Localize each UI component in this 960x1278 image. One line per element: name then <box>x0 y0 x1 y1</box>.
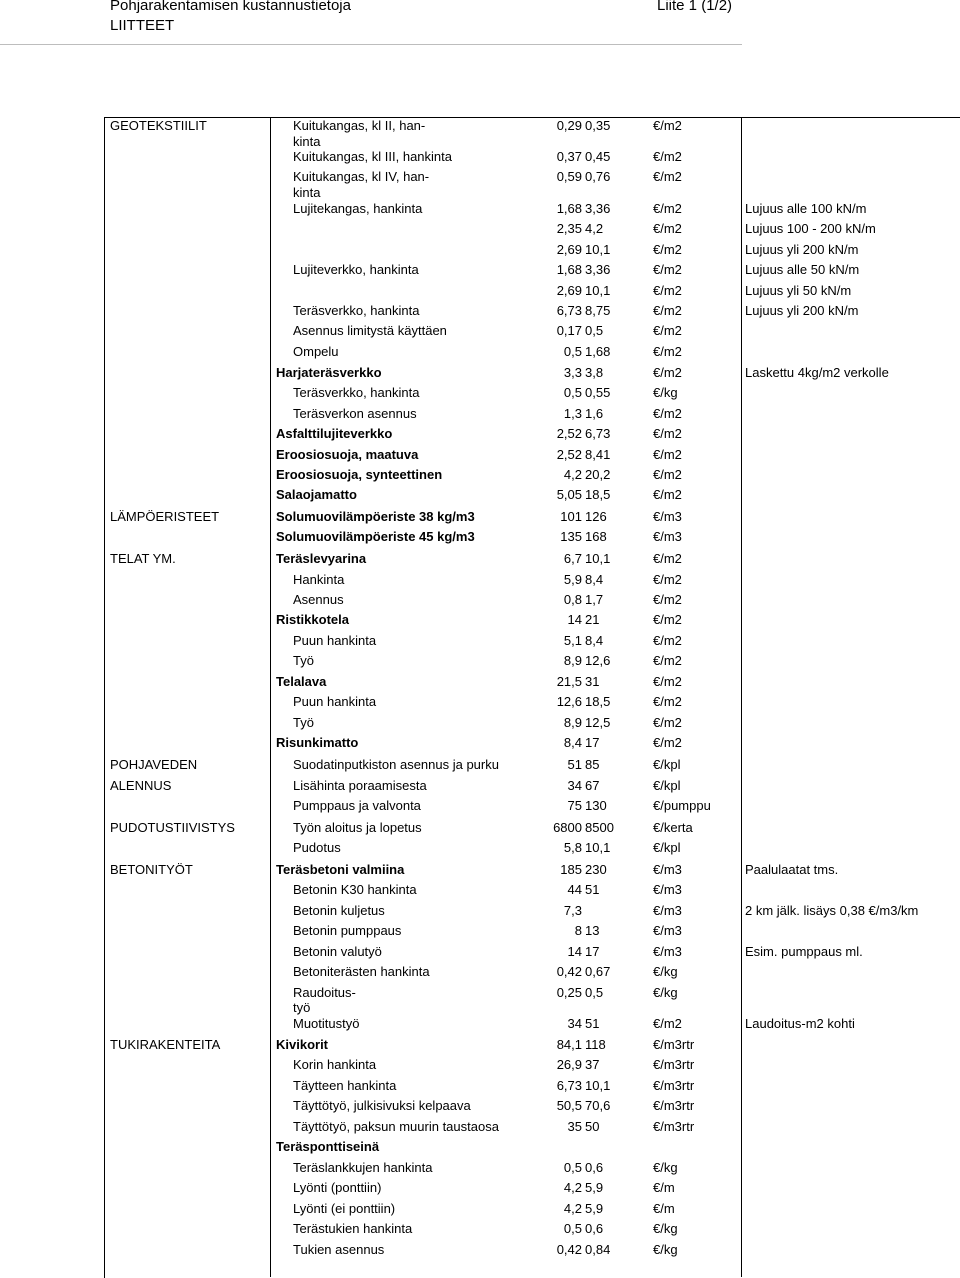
item-label: Teräsverkon asennus <box>293 406 417 421</box>
price-min: 135 <box>560 529 582 544</box>
price-max: 10,1 <box>585 551 611 566</box>
item-label: Täyttötyö, julkisivuksi kelpaava <box>293 1098 471 1113</box>
price-unit: €/kg <box>653 985 678 1000</box>
price-min: 0,8 <box>563 592 582 607</box>
price-unit: €/m2 <box>653 169 682 184</box>
price-min: 34 <box>567 1016 582 1031</box>
price-unit: €/m2 <box>653 118 682 133</box>
item-label: Harjateräsverkko <box>276 365 382 380</box>
price-max: 3,36 <box>585 201 611 216</box>
price-unit: €/m2 <box>653 201 682 216</box>
price-max: 8,4 <box>585 572 604 587</box>
price-max: 17 <box>585 735 600 750</box>
price-max: 10,1 <box>585 840 611 855</box>
document-title: Pohjarakentamisen kustannustietoja <box>110 0 351 14</box>
item-label: Asfalttilujiteverkko <box>276 426 393 441</box>
price-unit: €/m <box>653 1201 675 1216</box>
price-min: 26,9 <box>556 1057 582 1072</box>
price-min: 0,42 <box>556 1242 582 1257</box>
price-min: 4,2 <box>563 1180 582 1195</box>
price-min: 6,7 <box>563 551 582 566</box>
item-label: Solumuovilämpöeriste 45 kg/m3 <box>276 529 475 544</box>
price-min: 34 <box>567 778 582 793</box>
table-row <box>0 262 960 282</box>
table-row <box>0 798 960 818</box>
price-min: 6,73 <box>556 303 582 318</box>
price-min: 14 <box>567 944 582 959</box>
price-unit: €/m2 <box>653 323 682 338</box>
price-min: 44 <box>567 882 582 897</box>
table-row <box>0 1201 960 1221</box>
price-unit: €/m2 <box>653 715 682 730</box>
item-label: työ <box>293 1000 311 1015</box>
price-max: 3,8 <box>585 365 604 380</box>
price-max: 0,84 <box>585 1242 611 1257</box>
item-label: Muotitustyö <box>293 1016 360 1031</box>
table-row <box>0 1180 960 1200</box>
item-label: Tukien asennus <box>293 1242 385 1257</box>
item-label: Kuitukangas, kl IV, han- <box>293 169 430 184</box>
category-label: ALENNUS <box>110 778 172 793</box>
price-unit: €/kpl <box>653 778 681 793</box>
price-max: 10,1 <box>585 242 611 257</box>
price-unit: €/m3 <box>653 862 682 877</box>
item-label: Kuitukangas, kl II, han- <box>293 118 426 133</box>
price-min: 3,3 <box>563 365 582 380</box>
table-row <box>0 735 960 755</box>
price-max: 6,73 <box>585 426 611 441</box>
price-max: 50 <box>585 1119 600 1134</box>
item-label: Ristikkotela <box>276 612 349 627</box>
price-unit: €/m2 <box>653 551 682 566</box>
price-unit: €/m2 <box>653 735 682 750</box>
item-label: Teräslevyarina <box>276 551 367 566</box>
item-label: Betonin K30 hankinta <box>293 882 417 897</box>
price-min: 51 <box>567 757 582 772</box>
price-max: 18,5 <box>585 487 611 502</box>
item-label: Lyönti (ei ponttiin) <box>293 1201 396 1216</box>
item-label: Suodatinputkiston asennus ja purku <box>293 757 499 772</box>
item-note: Lujuus 100 - 200 kN/m <box>745 221 876 236</box>
price-max: 0,45 <box>585 149 611 164</box>
item-label: Betonin valutyö <box>293 944 382 959</box>
table-row <box>0 820 960 840</box>
table-row <box>0 923 960 943</box>
price-max: 37 <box>585 1057 600 1072</box>
table-row <box>0 674 960 694</box>
item-label: Teräsverkko, hankinta <box>293 385 420 400</box>
table-row <box>0 778 960 798</box>
item-label: kinta <box>293 185 321 200</box>
price-max: 0,6 <box>585 1221 604 1236</box>
price-unit: €/m2 <box>653 221 682 236</box>
price-max: 51 <box>585 1016 600 1031</box>
price-max: 12,6 <box>585 653 611 668</box>
price-max: 1,6 <box>585 406 604 421</box>
price-max: 51 <box>585 882 600 897</box>
price-unit: €/m2 <box>653 674 682 689</box>
price-max: 4,2 <box>585 221 604 236</box>
price-max: 0,67 <box>585 964 611 979</box>
category-label: GEOTEKSTIILIT <box>110 118 207 133</box>
category-label: LÄMPÖERISTEET <box>110 509 220 524</box>
price-max: 1,68 <box>585 344 611 359</box>
item-label: Telalava <box>276 674 327 689</box>
price-max: 21 <box>585 612 600 627</box>
table-row <box>0 1016 960 1036</box>
item-label: Pudotus <box>293 840 341 855</box>
table-row <box>0 323 960 343</box>
price-unit: €/m3 <box>653 882 682 897</box>
price-unit: €/kg <box>653 1242 678 1257</box>
table-row <box>0 964 960 984</box>
item-label: Lisähinta poraamisesta <box>293 778 427 793</box>
item-note: Lujuus alle 100 kN/m <box>745 201 867 216</box>
price-min: 84,1 <box>556 1037 582 1052</box>
item-note: Lujuus yli 200 kN/m <box>745 303 859 318</box>
table-row <box>0 592 960 612</box>
item-label: Puun hankinta <box>293 694 377 709</box>
price-unit: €/m2 <box>653 487 682 502</box>
price-min: 2,69 <box>556 283 582 298</box>
price-unit: €/m2 <box>653 447 682 462</box>
item-note: 2 km jälk. lisäys 0,38 €/m3/km <box>745 903 919 918</box>
price-unit: €/kpl <box>653 840 681 855</box>
table-row <box>0 944 960 964</box>
price-unit: €/kg <box>653 1221 678 1236</box>
price-unit: €/m3rtr <box>653 1078 695 1093</box>
item-label: Betonin pumppaus <box>293 923 402 938</box>
item-label: Asennus <box>293 592 344 607</box>
table-row <box>0 406 960 426</box>
price-min: 1,68 <box>556 201 582 216</box>
item-label: Kivikorit <box>276 1037 329 1052</box>
table-row <box>0 1037 960 1057</box>
item-label: Terästukien hankinta <box>293 1221 413 1236</box>
item-label: Betoniterästen hankinta <box>293 964 430 979</box>
price-min: 5,8 <box>563 840 582 855</box>
price-unit: €/m3 <box>653 923 682 938</box>
item-note: Paalulaatat tms. <box>745 862 839 877</box>
price-max: 17 <box>585 944 600 959</box>
price-min: 1,68 <box>556 262 582 277</box>
price-max: 8,4 <box>585 633 604 648</box>
table-row <box>0 529 960 549</box>
item-note: Laudoitus-m2 kohti <box>745 1016 855 1031</box>
price-max: 3,36 <box>585 262 611 277</box>
price-unit: €/m2 <box>653 572 682 587</box>
item-label: Eroosiosuoja, maatuva <box>276 447 419 462</box>
price-min: 4,2 <box>563 1201 582 1216</box>
table-row <box>0 1098 960 1118</box>
price-max: 5,9 <box>585 1180 604 1195</box>
table-row <box>0 757 960 777</box>
price-max: 8,75 <box>585 303 611 318</box>
item-label: Teräsponttiseinä <box>276 1139 380 1154</box>
price-unit: €/m3rtr <box>653 1119 695 1134</box>
price-unit: €/m2 <box>653 365 682 380</box>
price-min: 2,52 <box>556 426 582 441</box>
price-unit: €/kg <box>653 964 678 979</box>
price-max: 5,9 <box>585 1201 604 1216</box>
price-min: 2,52 <box>556 447 582 462</box>
price-max: 0,5 <box>585 323 604 338</box>
price-unit: €/m <box>653 1180 675 1195</box>
item-note: Lujuus yli 200 kN/m <box>745 242 859 257</box>
item-label: Lujiteverkko, hankinta <box>293 262 419 277</box>
price-unit: €/kpl <box>653 757 681 772</box>
price-max: 0,35 <box>585 118 611 133</box>
item-label: Pumppaus ja valvonta <box>293 798 421 813</box>
price-unit: €/m2 <box>653 426 682 441</box>
price-min: 0,5 <box>563 385 582 400</box>
price-min: 0,5 <box>563 1221 582 1236</box>
price-min: 1,3 <box>563 406 582 421</box>
price-max: 18,5 <box>585 694 611 709</box>
item-label: Työ <box>293 715 314 730</box>
price-unit: €/m2 <box>653 467 682 482</box>
price-unit: €/m2 <box>653 283 682 298</box>
price-max: 0,6 <box>585 1160 604 1175</box>
price-max: 8500 <box>585 820 614 835</box>
category-label: TELAT YM. <box>110 551 176 566</box>
table-row <box>0 633 960 653</box>
table-row <box>0 1057 960 1077</box>
price-min: 0,37 <box>556 149 582 164</box>
price-min: 185 <box>560 862 582 877</box>
price-min: 0,17 <box>556 323 582 338</box>
table-row <box>0 694 960 714</box>
item-label: Täytteen hankinta <box>293 1078 397 1093</box>
price-unit: €/m3rtr <box>653 1057 695 1072</box>
table-row <box>0 903 960 923</box>
table-row <box>0 365 960 385</box>
table-row <box>0 447 960 467</box>
item-label: Asennus limitystä käyttäen <box>293 323 447 338</box>
item-label: Teräsbetoni valmiina <box>276 862 405 877</box>
price-max: 1,7 <box>585 592 604 607</box>
item-note: Lujuus yli 50 kN/m <box>745 283 852 298</box>
price-min: 5,9 <box>563 572 582 587</box>
price-min: 14 <box>567 612 582 627</box>
table-row <box>0 201 960 221</box>
price-min: 8,9 <box>563 653 582 668</box>
price-min: 7,3 <box>563 903 582 918</box>
price-min: 75 <box>567 798 582 813</box>
price-max: 12,5 <box>585 715 611 730</box>
price-unit: €/m3rtr <box>653 1037 695 1052</box>
price-unit: €/kerta <box>653 820 693 835</box>
price-min: 5,1 <box>563 633 582 648</box>
item-label: kinta <box>293 134 321 149</box>
document-subtitle: LIITTEET <box>110 17 175 34</box>
price-min: 35 <box>567 1119 582 1134</box>
price-max: 10,1 <box>585 1078 611 1093</box>
price-unit: €/m2 <box>653 303 682 318</box>
item-label: Työ <box>293 653 314 668</box>
price-unit: €/m3 <box>653 903 682 918</box>
item-label: Teräslankkujen hankinta <box>293 1160 433 1175</box>
item-label: Hankinta <box>293 572 345 587</box>
price-min: 2,35 <box>556 221 582 236</box>
price-max: 118 <box>585 1037 606 1052</box>
price-min: 5,05 <box>556 487 582 502</box>
item-label: Puun hankinta <box>293 633 377 648</box>
table-row <box>0 303 960 323</box>
price-max: 10,1 <box>585 283 611 298</box>
price-min: 2,69 <box>556 242 582 257</box>
price-unit: €/m2 <box>653 612 682 627</box>
category-label: POHJAVEDEN <box>110 757 198 772</box>
item-label: Työn aloitus ja lopetus <box>293 820 422 835</box>
table-row <box>0 1160 960 1180</box>
price-min: 8,4 <box>563 735 582 750</box>
table-row <box>0 1139 960 1159</box>
table-row <box>0 840 960 860</box>
price-unit: €/m2 <box>653 149 682 164</box>
price-unit: €/m2 <box>653 633 682 648</box>
table-row <box>0 509 960 529</box>
price-unit: €/m2 <box>653 592 682 607</box>
table-row <box>0 149 960 169</box>
price-min: 0,5 <box>563 1160 582 1175</box>
item-label: Ompelu <box>293 344 339 359</box>
price-min: 50,5 <box>556 1098 582 1113</box>
table-row <box>0 283 960 303</box>
item-label: Risunkimatto <box>276 735 359 750</box>
table-row <box>0 426 960 446</box>
item-note: Esim. pumppaus ml. <box>745 944 863 959</box>
table-row <box>0 221 960 241</box>
item-note: Laskettu 4kg/m2 verkolle <box>745 365 889 380</box>
price-unit: €/m2 <box>653 406 682 421</box>
price-max: 20,2 <box>585 467 611 482</box>
item-label: Korin hankinta <box>293 1057 377 1072</box>
table-row <box>0 1221 960 1241</box>
price-unit: €/pumppu <box>653 798 711 813</box>
table-row <box>0 242 960 262</box>
price-min: 101 <box>560 509 582 524</box>
price-unit: €/m2 <box>653 653 682 668</box>
item-label: Lujitekangas, hankinta <box>293 201 423 216</box>
price-unit: €/m3rtr <box>653 1098 695 1113</box>
price-min: 0,29 <box>556 118 582 133</box>
category-label: TUKIRAKENTEITA <box>110 1037 221 1052</box>
price-max: 8,41 <box>585 447 611 462</box>
price-unit: €/m2 <box>653 262 682 277</box>
price-max: 0,5 <box>585 985 604 1000</box>
price-min: 0,5 <box>563 344 582 359</box>
price-max: 67 <box>585 778 600 793</box>
item-label: Lyönti (ponttiin) <box>293 1180 382 1195</box>
price-max: 0,55 <box>585 385 611 400</box>
price-unit: €/m2 <box>653 694 682 709</box>
price-unit: €/m2 <box>653 344 682 359</box>
table-row <box>0 344 960 364</box>
price-max: 31 <box>585 674 600 689</box>
category-label: PUDOTUSTIIVISTYS <box>110 820 235 835</box>
price-unit: €/m3 <box>653 529 682 544</box>
price-min: 0,42 <box>556 964 582 979</box>
price-unit: €/m3 <box>653 944 682 959</box>
price-max: 126 <box>585 509 607 524</box>
price-min: 8,9 <box>563 715 582 730</box>
table-row <box>0 467 960 487</box>
item-label: Betonin kuljetus <box>293 903 385 918</box>
item-note: Lujuus alle 50 kN/m <box>745 262 860 277</box>
price-max: 230 <box>585 862 607 877</box>
table-row <box>0 882 960 902</box>
item-label: Salaojamatto <box>276 487 357 502</box>
price-max: 70,6 <box>585 1098 611 1113</box>
price-unit: €/kg <box>653 385 678 400</box>
page-number: Liite 1 (1/2) <box>657 0 733 14</box>
price-min: 6800 <box>553 820 582 835</box>
table-row <box>0 653 960 673</box>
table-row <box>0 572 960 592</box>
category-label: BETONITYÖT <box>110 862 193 877</box>
price-min: 8 <box>574 923 582 938</box>
item-label: Solumuovilämpöeriste 38 kg/m3 <box>276 509 475 524</box>
header-divider <box>0 44 742 45</box>
price-max: 130 <box>585 798 607 813</box>
table-row <box>0 612 960 632</box>
item-label: Raudoitus- <box>293 985 356 1000</box>
table-row <box>0 487 960 507</box>
item-label: Täyttötyö, paksun muurin taustaosa <box>293 1119 499 1134</box>
price-max: 168 <box>585 529 607 544</box>
price-unit: €/m2 <box>653 1016 682 1031</box>
price-min: 21,5 <box>556 674 582 689</box>
price-min: 6,73 <box>556 1078 582 1093</box>
table-row <box>0 551 960 571</box>
price-min: 4,2 <box>563 467 582 482</box>
item-label: Kuitukangas, kl III, hankinta <box>293 149 452 164</box>
price-min: 12,6 <box>556 694 582 709</box>
table-row <box>0 1242 960 1262</box>
item-label: Eroosiosuoja, synteettinen <box>276 467 443 482</box>
price-min: 0,59 <box>556 169 582 184</box>
table-row <box>0 1078 960 1098</box>
price-unit: €/kg <box>653 1160 678 1175</box>
table-row <box>0 385 960 405</box>
price-unit: €/m2 <box>653 242 682 257</box>
price-min: 0,25 <box>556 985 582 1000</box>
table-row <box>0 862 960 882</box>
table-row <box>0 715 960 735</box>
price-max: 13 <box>585 923 600 938</box>
price-max: 85 <box>585 757 600 772</box>
price-unit: €/m3 <box>653 509 682 524</box>
table-row <box>0 1119 960 1139</box>
item-label: Teräsverkko, hankinta <box>293 303 420 318</box>
price-max: 0,76 <box>585 169 611 184</box>
